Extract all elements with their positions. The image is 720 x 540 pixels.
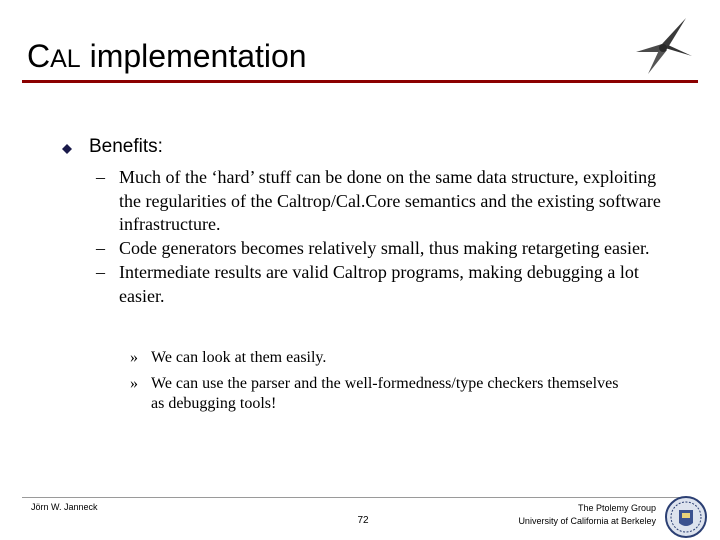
title-rule xyxy=(22,80,698,83)
sub-marker: » xyxy=(130,374,138,392)
list-item xyxy=(96,261,676,308)
list-item-text: Intermediate results are valid Caltrop programs, making debugging a lot easier. xyxy=(119,261,639,306)
sub-item-text: We can look at them easily. xyxy=(151,349,327,366)
footer-affiliation xyxy=(518,502,656,528)
title-rest: implementation xyxy=(80,38,307,74)
sub-item-text: We can use the parser and the well-formedness/type checkers themselves as debugging tools! xyxy=(151,374,619,412)
list-item-text: Code generators becomes relatively small, thus making retargeting easier. xyxy=(119,238,650,259)
dash-marker: – xyxy=(96,238,105,259)
title-smallcaps: AL xyxy=(50,45,81,73)
list-item xyxy=(96,166,676,237)
footer-divider xyxy=(22,497,682,498)
caltrop-logo xyxy=(632,14,694,78)
benefits-list xyxy=(96,166,676,308)
list-item-text: Much of the ‘hard’ stuff can be done on the same data structure, exploiting the regularities of the Caltrop/Cal.Core semantics and the existing software infrastructure. xyxy=(119,167,661,235)
benefits-heading: Benefits: xyxy=(89,136,163,157)
sub-list xyxy=(130,348,630,420)
dash-marker: – xyxy=(96,167,105,187)
dash-marker: – xyxy=(96,261,105,282)
diamond-bullet-icon xyxy=(62,144,72,154)
title-prefix: C xyxy=(27,38,51,74)
sub-item xyxy=(130,374,630,415)
page-number: 72 xyxy=(357,515,369,526)
university-seal xyxy=(664,495,708,539)
footer-university: University of California at Berkeley xyxy=(518,516,656,526)
slide-title xyxy=(27,36,307,79)
footer-author: Jörn W. Janneck xyxy=(31,502,98,512)
sub-marker: » xyxy=(130,349,138,366)
footer-group: The Ptolemy Group xyxy=(577,503,656,513)
sub-item xyxy=(130,348,630,369)
list-item xyxy=(96,237,676,261)
